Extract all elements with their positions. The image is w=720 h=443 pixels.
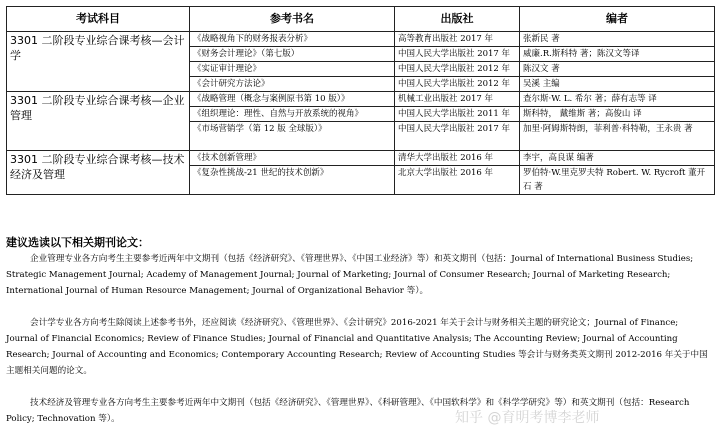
publisher: 机械工业出版社 2017 年 bbox=[395, 92, 520, 107]
advice-paragraph-business bbox=[6, 251, 712, 299]
publisher: 中国人民大学出版社 2012 年 bbox=[395, 62, 520, 77]
header-publisher: 出版社 bbox=[395, 7, 520, 32]
paragraph-text: 技术经济及管理专业各方向考生主要参考近两年中文期刊（包括《经济研究》、《管理世界》、《科研管理》、《中国软科学》和《科学学研究》等）和英文期刊（包括：Research Policy; Technovation 等）。 bbox=[6, 398, 690, 424]
header-book-title: 参考书名 bbox=[190, 7, 395, 32]
book-title: 《财务会计理论》（第七版） bbox=[190, 47, 395, 62]
book-title: 《战略管理（概念与案例原书第 10 版）》 bbox=[190, 92, 395, 107]
header-author: 编者 bbox=[520, 7, 715, 32]
paragraph-text: 会计学专业各方向考生除阅读上述参考书外，还应阅读《经济研究》、《管理世界》、《会计研究》2016-2021 年关于会计与财务相关主题的研究论文；Journal of Finance; Journal of Financial Economics; Review of Finance Studies; Journal of Financial and Quantitative Analysis; The Accounting Review; Journal of Accounting Research; Journal of Accounting and Economics; Contemporary Accounting Research; Review of Accounting Studies 等会计与财务类英文期刊 2012-2016 年关于中国主题相关问题的论文。 bbox=[6, 318, 708, 376]
publisher: 高等教育出版社 2017 年 bbox=[395, 32, 520, 47]
book-title: 《实证审计理论》 bbox=[190, 62, 395, 77]
subject-tech-economics: 3301 二阶段专业综合课考核—技术经济及管理 bbox=[7, 151, 190, 195]
book-title: 《市场营销学（第 12 版 全球版）》 bbox=[190, 122, 395, 151]
table-header-row bbox=[7, 7, 715, 32]
publisher: 中国人民大学出版社 2011 年 bbox=[395, 107, 520, 122]
author: 李宇，高良谋 编著 bbox=[520, 151, 715, 166]
subject-accounting: 3301 二阶段专业综合课考核—会计学 bbox=[7, 32, 190, 92]
publisher: 清华大学出版社 2016 年 bbox=[395, 151, 520, 166]
table-row bbox=[7, 92, 715, 107]
advice-paragraph-accounting bbox=[6, 315, 712, 379]
author: 加里·阿姆斯特朗，菲利普·科特勒，王永贵 著 bbox=[520, 122, 715, 151]
author: 查尔斯·W. L. 希尔 著；薛有志等 译 bbox=[520, 92, 715, 107]
advice-paragraph-tech bbox=[6, 395, 712, 427]
book-title: 《会计研究方法论》 bbox=[190, 77, 395, 92]
journal-advice-title: 建议选读以下相关期刊论文： bbox=[6, 236, 149, 249]
publisher: 北京大学出版社 2016 年 bbox=[395, 166, 520, 195]
book-title: 《复杂性挑战-21 世纪的技术创新》 bbox=[190, 166, 395, 195]
paragraph-text: 企业管理专业各方向考生主要参考近两年中文期刊（包括《经济研究》、《管理世界》、《中国工业经济》等）和英文期刊（包括：Journal of International Business Studies; Strategic Management Journal; Academy of Management Journal; Journal of Marketing; Journal of Consumer Research; Journal of Marketing Research; International Journal of Human Resource Management; Journal of Organizational Behavior 等）。 bbox=[6, 254, 694, 296]
publisher: 中国人民大学出版社 2012 年 bbox=[395, 77, 520, 92]
publisher: 中国人民大学出版社 2017 年 bbox=[395, 122, 520, 151]
publisher: 中国人民大学出版社 2017 年 bbox=[395, 47, 520, 62]
book-title: 《战略视角下的财务报表分析》 bbox=[190, 32, 395, 47]
reference-book-table bbox=[6, 6, 715, 195]
subject-business-management: 3301 二阶段专业综合课考核—企业管理 bbox=[7, 92, 190, 151]
book-title: 《组织理论：理性、自然与开放系统的视角》 bbox=[190, 107, 395, 122]
author: 吴溪 主编 bbox=[520, 77, 715, 92]
author: 张新民 著 bbox=[520, 32, 715, 47]
author: 罗伯特·W.里克罗夫特 Robert. W. Rycroft 董开石 著 bbox=[520, 166, 715, 195]
author: 陈汉文 著 bbox=[520, 62, 715, 77]
book-title: 《技术创新管理》 bbox=[190, 151, 395, 166]
table-row bbox=[7, 151, 715, 166]
author: 斯科特， 戴维斯 著；高俊山 译 bbox=[520, 107, 715, 122]
author: 威廉.R.斯科特 著；陈汉文等译 bbox=[520, 47, 715, 62]
watermark: 知乎 @育明考博李老师 bbox=[455, 410, 600, 426]
table-row bbox=[7, 32, 715, 47]
header-subject: 考试科目 bbox=[7, 7, 190, 32]
